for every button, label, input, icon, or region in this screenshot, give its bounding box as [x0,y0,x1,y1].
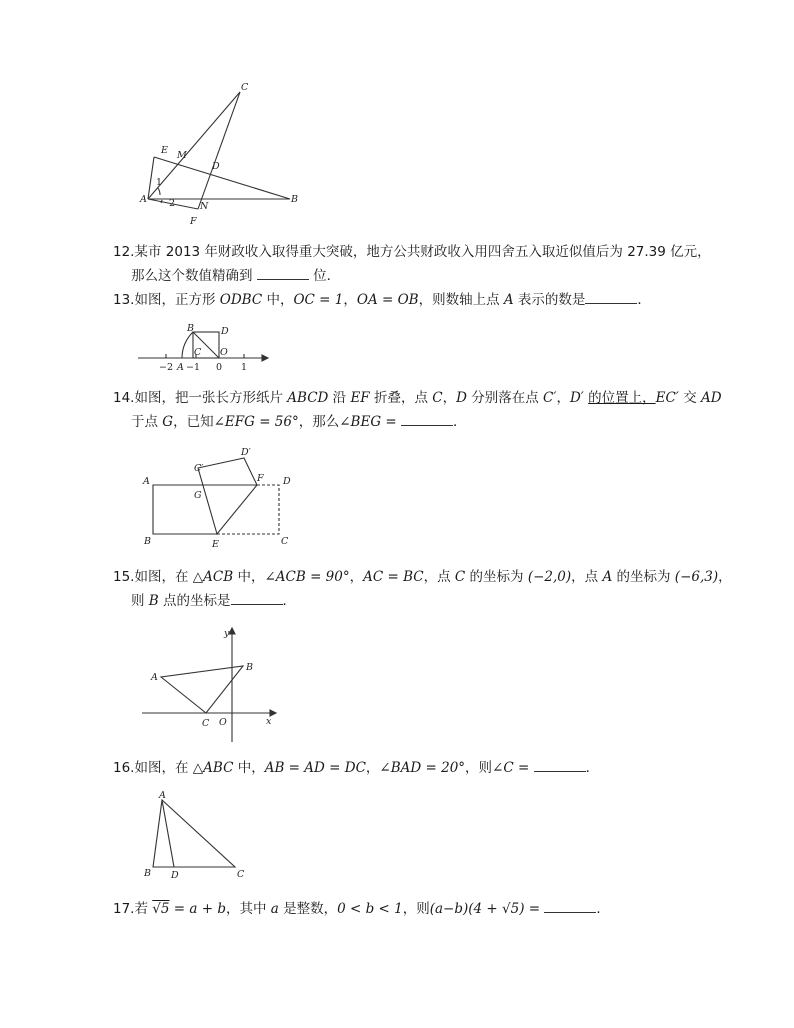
q16-number: 16. [113,760,135,776]
label-F: F [190,216,197,227]
q13-answer-blank[interactable] [585,289,637,304]
tick-minus-1: −1 [186,362,201,373]
q16-triangle: △ABC [192,760,234,776]
label-C-prime: C′ [194,463,204,474]
q14-ef: EF [350,390,370,406]
q17-answer-blank[interactable] [544,898,596,913]
label-M: M [177,150,187,161]
q15-point-a: A [602,569,613,585]
question-15 [113,565,732,613]
label-angle-1: 1 [156,177,163,188]
label-B: B [144,868,151,879]
q15-triangle: △ACB [192,569,234,585]
q17-text-c: 是整数， [283,901,338,917]
label-y: y [224,628,230,639]
tick-A: A [177,362,184,373]
q12-number: 12. [113,244,135,260]
label-B: B [144,536,151,547]
q14-text-d: 分别落在点 [471,390,539,406]
q13-text-c: ，则数轴上点 [418,292,500,308]
q14-c-prime: C′ [543,390,557,406]
label-D: D [283,476,291,487]
label-B: B [291,194,298,205]
label-D: D [221,326,229,337]
q15-point-c: C [454,569,466,585]
q14-angle-beg: ∠BEG = [339,414,397,430]
q15-coord-c: (−2,0) [527,569,572,585]
q15-line2b: 点的坐标是 [163,593,231,609]
q13-text-d: 表示的数是 [517,292,586,308]
q17-var-a: a [270,901,279,917]
label-D-prime: D′ [241,447,251,458]
q15-text-e: ，点 [571,569,599,585]
label-A: A [140,194,147,205]
label-C: C [281,536,289,547]
q16-sep: ， [365,760,380,776]
question-12 [113,240,711,288]
q13-square-name: ODBC [219,292,263,308]
label-D: D [171,870,179,881]
label-E: E [212,539,219,550]
q14-sep: ， [442,390,457,406]
tick-0: 0 [216,362,223,373]
q14-text-e: 的位置上， [588,390,656,406]
label-A: A [143,476,150,487]
q15-angle: ∠ACB = 90° [264,569,350,585]
q17-text-a: 若 [134,901,148,917]
q15-acbc: AC = BC [363,569,424,585]
figure-q16 [140,790,250,882]
q12-answer-blank[interactable] [257,265,309,280]
q14-angle-efg: ∠EFG = 56° [213,414,299,430]
label-N: N [200,201,209,212]
q16-angle-bad: ∠BAD = 20° [379,760,466,776]
q14-text-a: 如图，把一张长方形纸片 [134,390,283,406]
q13-text-b: 中， [266,292,294,308]
q17-end: ． [596,901,610,917]
q16-text-a: 如图，在 [134,760,189,776]
q14-point-c: C [432,390,443,406]
q14-answer-blank[interactable] [401,411,453,426]
q13-point-a: A [503,292,514,308]
q17-text-b: ，其中 [225,901,267,917]
q13-end: ． [637,292,651,308]
q16-text-b: 中， [237,760,265,776]
q17-number: 17. [113,901,135,917]
q15-text-f: 的坐标为 [616,569,671,585]
q15-point-b: B [148,593,159,609]
question-14 [113,386,722,434]
q14-sep2: ， [556,390,570,406]
q15-end: ． [282,593,297,609]
figure-q11 [140,82,305,230]
q14-number: 14. [113,390,135,406]
figure-q15 [140,624,285,746]
label-angle-2: 2 [169,198,176,209]
q14-line2b: ，已知 [173,414,214,430]
q15-number: 15. [113,569,135,585]
q15-text-a: 如图，在 [134,569,189,585]
q14-text-b: 沿 [332,390,347,406]
q17-expression: (a−b)(4 + √5) = [429,901,541,917]
q14-point-d: D [456,390,467,406]
q17-text-d: ，则 [402,901,430,917]
q13-sep: ， [343,292,357,308]
label-C: C [237,869,245,880]
label-O: O [219,717,227,728]
label-A: A [151,672,158,683]
label-C: C [194,347,202,358]
q15-line2a: 则 [131,593,145,609]
label-E: E [161,145,168,156]
q14-text-f: 交 [683,390,697,406]
label-G: G [194,490,202,501]
q16-text-c: ，则 [465,760,493,776]
label-B: B [246,662,253,673]
q15-text-g: ， [718,569,732,585]
q12-line1: 某市 2013 年财政收入取得重大突破，地方公共财政收入用四舍五入取近似值后为 27.39 亿元， [134,244,711,260]
q12-line2b: 位． [313,268,341,284]
q13-oaob: OA = OB [356,292,419,308]
q16-end: ． [585,760,600,776]
tick-minus-2: −2 [159,362,174,373]
question-13 [113,288,651,312]
q12-line2a: 那么这个数值精确到 [131,268,253,284]
q14-ec-prime: EC′ [655,390,679,406]
tick-1: 1 [241,362,248,373]
q14-point-g: G [162,414,174,430]
q16-angle-c: ∠C = [492,760,530,776]
q14-line2c: ，那么 [298,414,340,430]
q14-abcd: ABCD [287,390,329,406]
label-D: D [212,161,220,172]
q15-text-c: ，点 [423,569,451,585]
label-C: C [202,718,210,729]
q15-coord-a: (−6,3) [674,569,719,585]
label-A: A [159,790,166,801]
q15-text-b: 中， [237,569,265,585]
q15-sep: ， [349,569,364,585]
q17-inequality: 0 < b < 1 [337,901,403,917]
q13-text-a: 如图，正方形 [134,292,216,308]
question-17 [113,897,610,921]
q13-oc: OC = 1 [293,292,344,308]
q17-sqrt5: √5 [152,901,170,917]
question-16 [113,756,599,780]
label-B: B [187,323,194,334]
q13-number: 13. [113,292,135,308]
q15-text-d: 的坐标为 [469,569,524,585]
q17-equation: = a + b [173,901,226,917]
label-O: O [220,347,228,358]
q16-equal-sides: AB = AD = DC [264,760,366,776]
figure-q14 [140,444,300,550]
q15-answer-blank[interactable] [231,590,283,605]
label-C: C [241,82,249,93]
q14-ad: AD [700,390,722,406]
label-x: x [266,716,272,727]
q14-line2a: 于点 [131,414,158,430]
figure-q13 [136,322,271,374]
q14-d-prime: D′ [569,390,584,406]
q14-text-c: 折叠，点 [373,390,428,406]
q14-end: ． [453,414,467,430]
q16-answer-blank[interactable] [534,757,586,772]
label-F: F [257,473,264,484]
